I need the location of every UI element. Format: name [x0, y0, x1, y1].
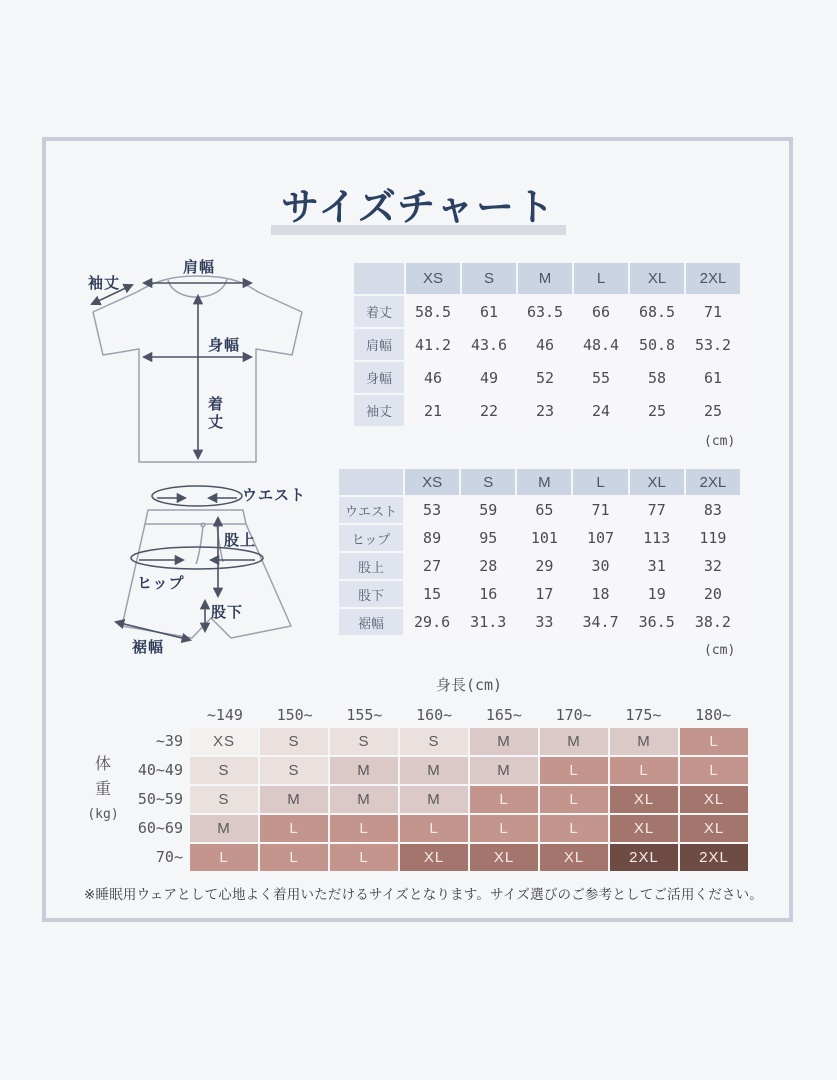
matrix-size-cell: XL — [470, 844, 538, 871]
measure-value: 119 — [686, 525, 740, 551]
matrix-size-cell: M — [400, 757, 468, 784]
measure-value: 68.5 — [630, 296, 684, 327]
measure-value: 20 — [686, 581, 740, 607]
hem-width-label: 裾幅 — [132, 639, 165, 656]
weight-row-label: 40~49 — [137, 761, 183, 779]
matrix-size-cell: XL — [680, 786, 748, 813]
matrix-row — [190, 728, 748, 755]
measure-value: 53 — [405, 497, 459, 523]
matrix-row — [190, 844, 748, 871]
table-row — [354, 296, 740, 327]
size-column-header: L — [573, 469, 627, 495]
size-column-header: XS — [405, 469, 459, 495]
weight-axis-char: 重 — [94, 781, 111, 798]
weight-row-label: 70~ — [155, 848, 183, 866]
matrix-size-cell: M — [470, 757, 538, 784]
matrix-size-cell: 2XL — [610, 844, 678, 871]
table-row — [339, 609, 740, 635]
measure-value: 59 — [461, 497, 515, 523]
size-column-header: M — [518, 263, 572, 294]
measure-value: 29 — [517, 553, 571, 579]
matrix-size-cell: XL — [540, 844, 608, 871]
rise-label: 股上 — [224, 532, 257, 549]
matrix-size-cell: L — [260, 815, 328, 842]
height-column-header: 165~ — [485, 706, 522, 724]
measure-value: 22 — [462, 395, 516, 426]
measure-value: 25 — [686, 395, 740, 426]
matrix-size-cell: L — [470, 815, 538, 842]
matrix-size-cell: S — [330, 728, 398, 755]
size-column-header: 2XL — [686, 263, 740, 294]
matrix-size-cell: S — [260, 728, 328, 755]
size-column-header: XL — [630, 263, 684, 294]
matrix-size-cell: L — [680, 728, 748, 755]
measure-value: 15 — [405, 581, 459, 607]
size-column-header: L — [574, 263, 628, 294]
measure-value: 18 — [573, 581, 627, 607]
measure-value: 113 — [630, 525, 684, 551]
measure-value: 49 — [462, 362, 516, 393]
measure-value: 83 — [686, 497, 740, 523]
measure-label: 身幅 — [354, 362, 404, 393]
measure-label: 股上 — [339, 553, 403, 579]
matrix-size-cell: L — [400, 815, 468, 842]
hip-label: ヒップ — [137, 575, 185, 592]
measure-value: 58 — [630, 362, 684, 393]
measure-value: 31.3 — [461, 609, 515, 635]
measure-value: 23 — [518, 395, 572, 426]
measure-value: 46 — [518, 329, 572, 360]
measure-value: 33 — [517, 609, 571, 635]
measure-value: 27 — [405, 553, 459, 579]
measure-value: 52 — [518, 362, 572, 393]
measure-label: 股下 — [339, 581, 403, 607]
table-row — [339, 581, 740, 607]
height-column-header: 155~ — [346, 706, 383, 724]
matrix-row — [190, 815, 748, 842]
matrix-size-cell: XL — [610, 815, 678, 842]
measure-value: 48.4 — [574, 329, 628, 360]
corner-cell — [354, 263, 404, 294]
height-column-header: 180~ — [695, 706, 732, 724]
matrix-size-cell: XL — [610, 786, 678, 813]
table-header-row — [354, 263, 740, 294]
measure-value: 28 — [461, 553, 515, 579]
size-column-header: XL — [630, 469, 684, 495]
weight-row-label: ~39 — [155, 732, 183, 750]
matrix-size-cell: L — [540, 815, 608, 842]
height-column-header: 160~ — [416, 706, 453, 724]
measure-label: 裾幅 — [339, 609, 403, 635]
matrix-size-cell: M — [610, 728, 678, 755]
table-row — [339, 497, 740, 523]
matrix-size-cell: L — [470, 786, 538, 813]
measure-value: 46 — [406, 362, 460, 393]
measure-label: ウエスト — [339, 497, 403, 523]
height-column-header: ~149 — [206, 706, 243, 724]
size-column-header: XS — [406, 263, 460, 294]
measure-value: 25 — [630, 395, 684, 426]
measure-label: 着丈 — [354, 296, 404, 327]
measure-label: 肩幅 — [354, 329, 404, 360]
size-column-header: M — [517, 469, 571, 495]
matrix-size-cell: XL — [680, 815, 748, 842]
matrix-size-cell: L — [190, 844, 258, 871]
measure-value: 55 — [574, 362, 628, 393]
size-column-header: S — [462, 263, 516, 294]
measure-label: ヒップ — [339, 525, 403, 551]
measure-value: 16 — [461, 581, 515, 607]
table-row — [339, 525, 740, 551]
shoulder-width-label: 肩幅 — [183, 259, 216, 276]
unit-label-bottom: (cm) — [704, 643, 736, 658]
measure-value: 65 — [517, 497, 571, 523]
measure-value: 38.2 — [686, 609, 740, 635]
height-column-header: 150~ — [276, 706, 313, 724]
matrix-size-cell: L — [610, 757, 678, 784]
matrix-size-cell: L — [680, 757, 748, 784]
measure-value: 66 — [574, 296, 628, 327]
matrix-size-cell: M — [260, 786, 328, 813]
height-column-header: 170~ — [555, 706, 592, 724]
matrix-size-cell: 2XL — [680, 844, 748, 871]
matrix-size-cell: M — [330, 786, 398, 813]
weight-row-label: 60~69 — [137, 819, 183, 837]
tshirt-measure-arrows — [92, 283, 251, 458]
matrix-size-cell: S — [190, 786, 258, 813]
weight-axis-char: 体 — [94, 756, 111, 773]
measure-value: 30 — [573, 553, 627, 579]
top-size-table — [352, 261, 742, 428]
measure-value: 29.6 — [405, 609, 459, 635]
matrix-size-cell: S — [400, 728, 468, 755]
measure-value: 58.5 — [406, 296, 460, 327]
measure-value: 77 — [630, 497, 684, 523]
measure-value: 71 — [686, 296, 740, 327]
matrix-size-cell: L — [330, 844, 398, 871]
waist-label: ウエスト — [242, 487, 307, 504]
measure-value: 71 — [573, 497, 627, 523]
weight-axis-char: (kg) — [87, 807, 119, 822]
measure-value: 101 — [517, 525, 571, 551]
matrix-size-cell: M — [400, 786, 468, 813]
matrix-size-cell: L — [540, 757, 608, 784]
measure-value: 63.5 — [518, 296, 572, 327]
table-row — [354, 362, 740, 393]
size-column-header: 2XL — [686, 469, 740, 495]
height-axis-label: 身長(cm) — [435, 676, 503, 694]
sleeve-length-label: 袖丈 — [88, 275, 121, 292]
matrix-size-cell: M — [470, 728, 538, 755]
table-row — [354, 329, 740, 360]
size-matrix-grid — [190, 728, 748, 873]
size-column-header: S — [461, 469, 515, 495]
matrix-size-cell: M — [190, 815, 258, 842]
measure-value: 21 — [406, 395, 460, 426]
measure-value: 43.6 — [462, 329, 516, 360]
measure-label: 袖丈 — [354, 395, 404, 426]
measure-value: 34.7 — [573, 609, 627, 635]
title-wrap — [0, 176, 837, 235]
measure-value: 107 — [573, 525, 627, 551]
matrix-size-cell: S — [190, 757, 258, 784]
table-row — [354, 395, 740, 426]
matrix-size-cell: L — [260, 844, 328, 871]
matrix-size-cell: XS — [190, 728, 258, 755]
matrix-size-cell: M — [540, 728, 608, 755]
table-header-row — [339, 469, 740, 495]
measure-value: 24 — [574, 395, 628, 426]
bottom-size-table — [337, 467, 742, 637]
matrix-size-cell: S — [260, 757, 328, 784]
measure-value: 95 — [461, 525, 515, 551]
measure-value: 31 — [630, 553, 684, 579]
page-title: サイズチャート — [271, 176, 566, 235]
matrix-row — [190, 757, 748, 784]
matrix-row — [190, 786, 748, 813]
inseam-label: 股下 — [211, 604, 244, 621]
measure-value: 50.8 — [630, 329, 684, 360]
measure-value: 61 — [462, 296, 516, 327]
height-header-row — [190, 706, 748, 724]
measure-value: 61 — [686, 362, 740, 393]
measure-value: 89 — [405, 525, 459, 551]
unit-label-top: (cm) — [704, 434, 736, 449]
measure-value: 17 — [517, 581, 571, 607]
measure-value: 32 — [686, 553, 740, 579]
table-row — [339, 553, 740, 579]
matrix-size-cell: L — [330, 815, 398, 842]
matrix-size-cell: L — [540, 786, 608, 813]
matrix-size-cell: M — [330, 757, 398, 784]
measure-value: 36.5 — [630, 609, 684, 635]
corner-cell — [339, 469, 403, 495]
matrix-size-cell: XL — [400, 844, 468, 871]
body-width-label: 身幅 — [208, 337, 241, 354]
measure-value: 19 — [630, 581, 684, 607]
weight-row-label: 50~59 — [137, 790, 183, 808]
measure-value: 41.2 — [406, 329, 460, 360]
weight-axis-label — [82, 752, 124, 827]
measure-value: 53.2 — [686, 329, 740, 360]
height-column-header: 175~ — [625, 706, 662, 724]
garment-length-label: 着丈 — [206, 396, 223, 432]
footer-note: ※睡眠用ウェアとして心地よく着用いただけるサイズとなります。サイズ選びのご参考としてご活用ください。 — [84, 887, 764, 902]
